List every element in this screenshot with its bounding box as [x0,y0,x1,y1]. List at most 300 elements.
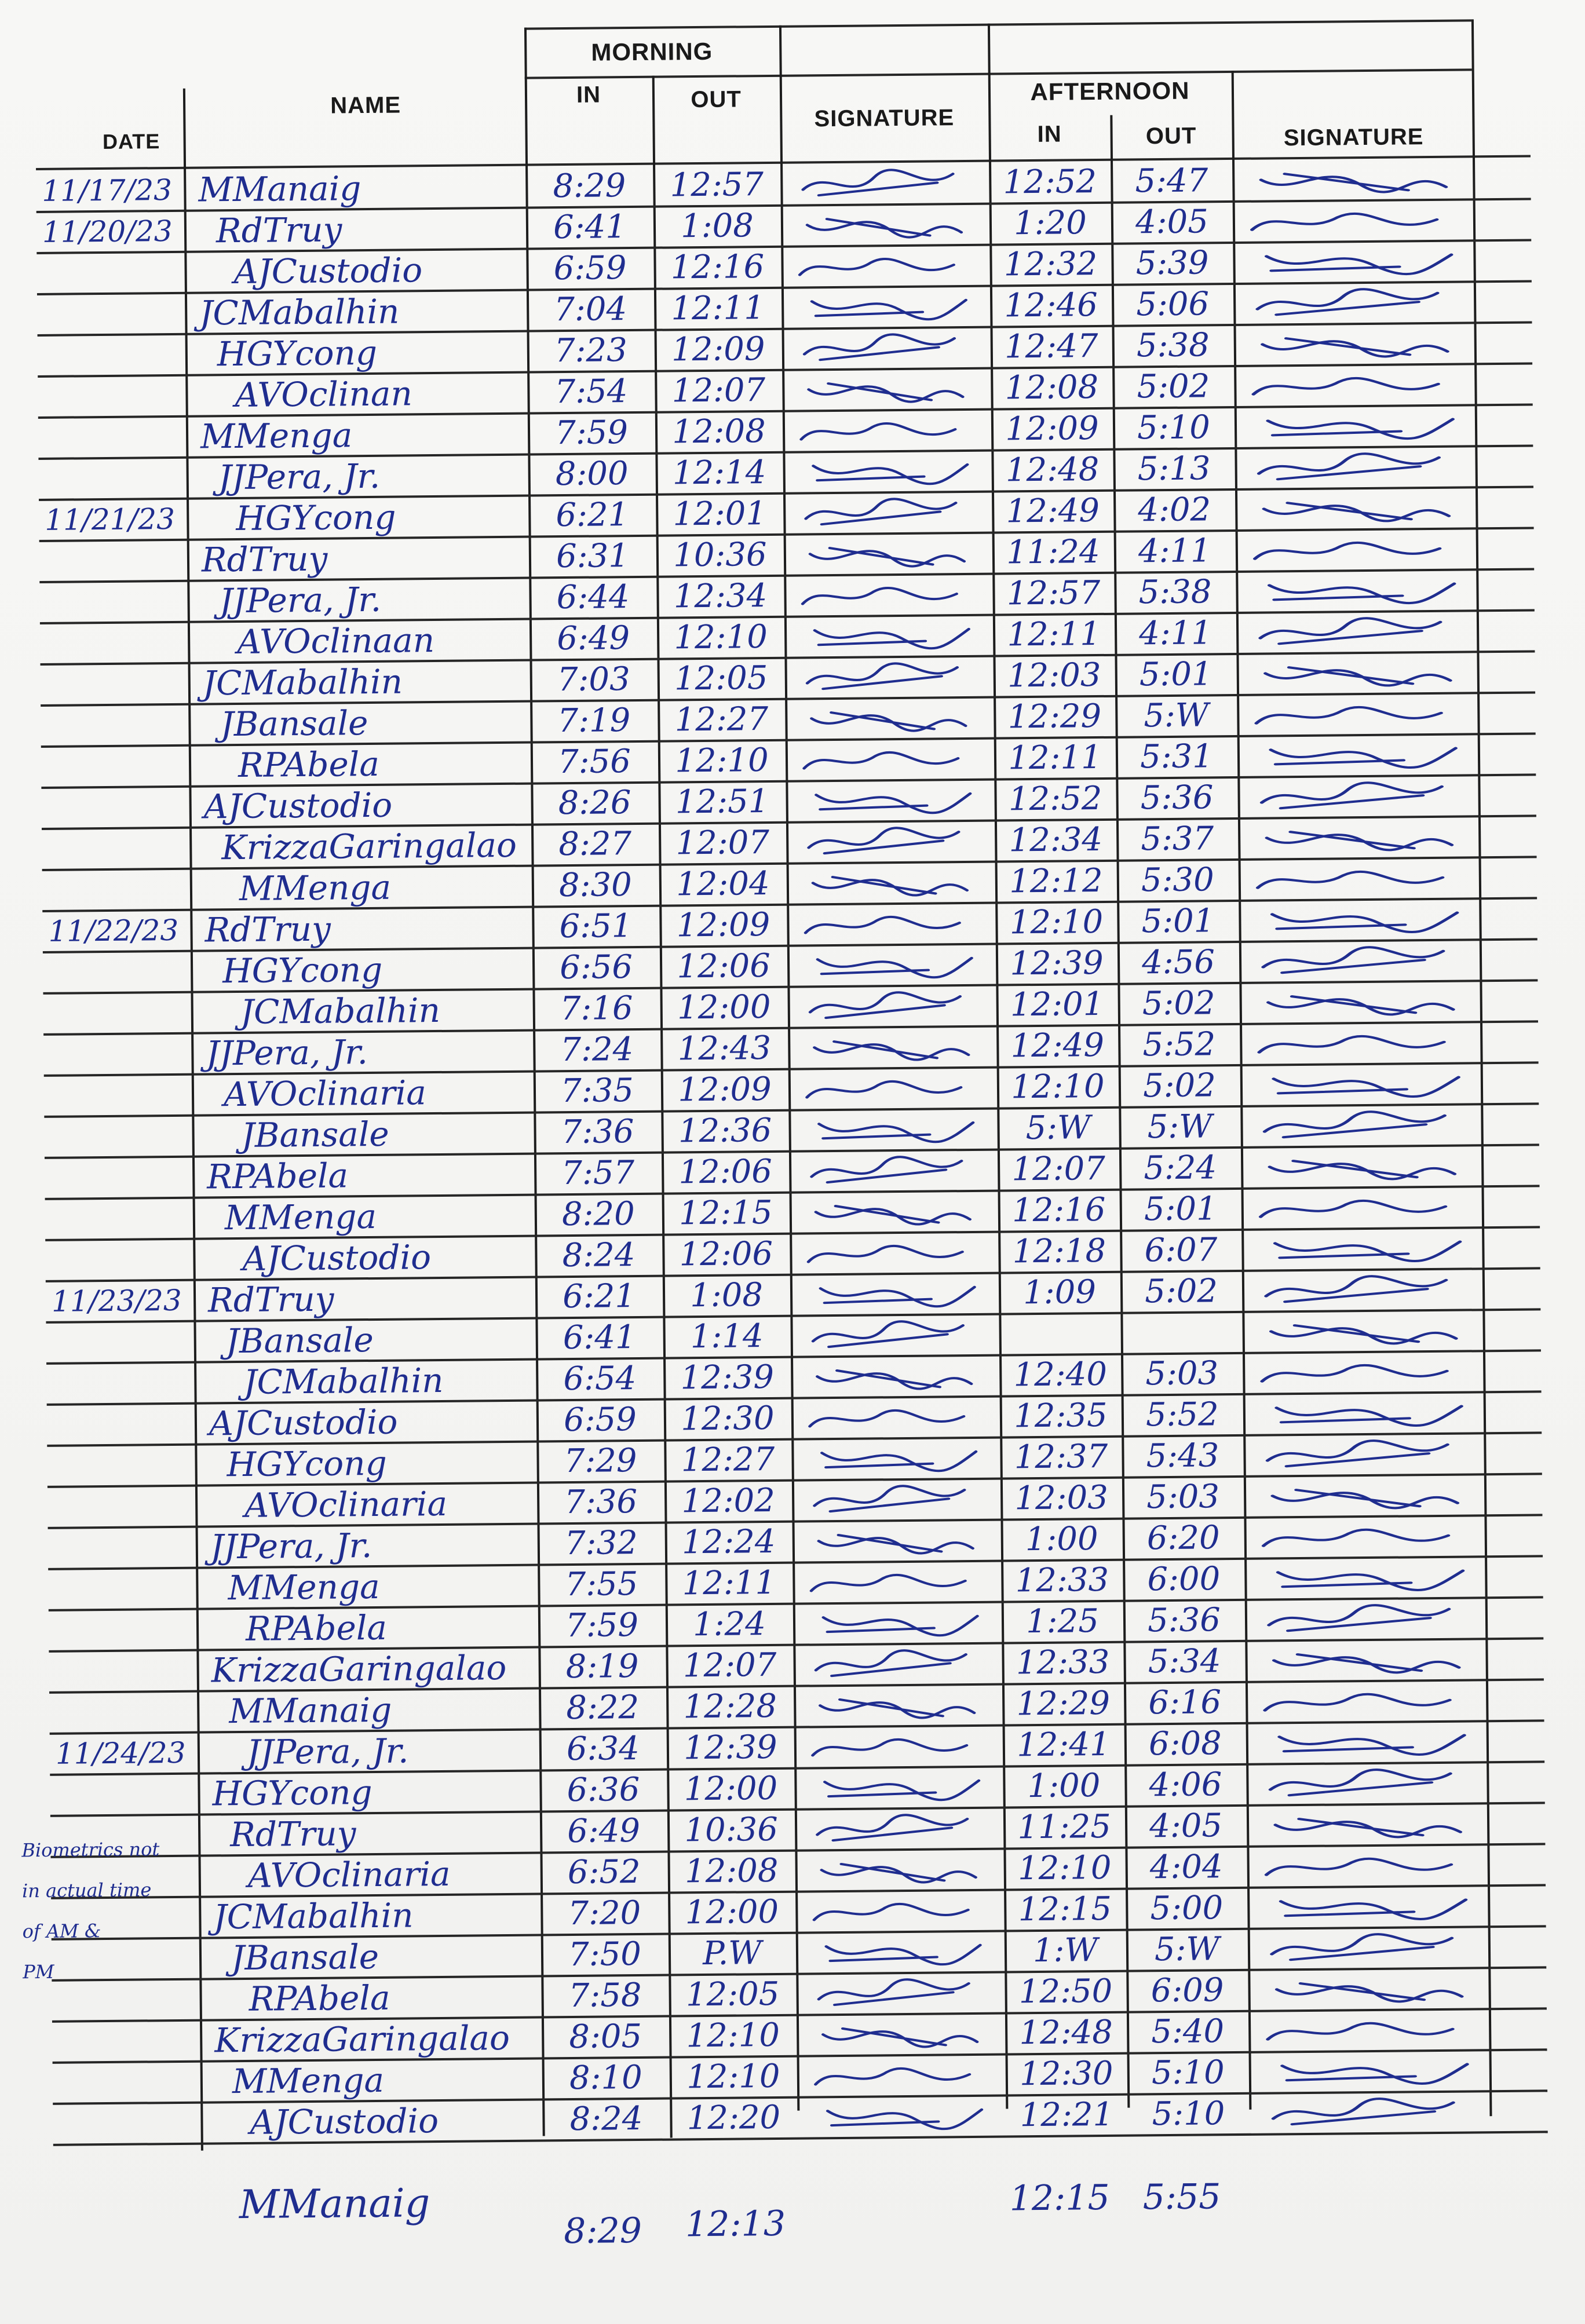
signature-morning [797,371,971,408]
row-in-afternoon: 12:07 [1011,1149,1106,1189]
row-out-morning: 12:24 [681,1522,776,1562]
row-name: AVOclinaria [244,1483,448,1525]
signature-morning [799,659,974,696]
row-in-afternoon: 12:16 [1011,1190,1106,1230]
row-date: 11/22/23 [48,913,179,948]
signature-morning [795,206,970,244]
signature-morning [812,2098,986,2136]
signature-morning [809,1769,983,1807]
row-in-afternoon: 12:12 [1009,861,1103,901]
row-date: 11/23/23 [51,1283,182,1318]
row-out-afternoon: 5:02 [1137,367,1210,406]
signature-afternoon [1254,942,1463,980]
row-name: MManaig [198,169,361,210]
row-out-afternoon: 5:01 [1139,655,1213,694]
row-in-morning: 6:34 [566,1730,640,1768]
row-out-afternoon: 5:24 [1144,1149,1217,1187]
signature-afternoon [1250,490,1459,528]
row-in-afternoon: 12:30 [1019,2054,1113,2093]
header-signature-morning: SIGNATURE [814,105,955,132]
signature-morning [810,1892,984,1930]
row-in-afternoon: 12:09 [1005,409,1100,448]
margin-note-2: in actual time [21,1879,152,1902]
header-date: DATE [102,129,160,154]
row-name: JCMabalhin [202,662,403,703]
row-in-morning: 7:56 [557,743,631,781]
row-in-morning: 8:24 [562,1236,636,1275]
row-out-afternoon: 5:52 [1142,1025,1216,1064]
row-out-afternoon: 4:11 [1138,532,1212,571]
row-out-morning: 12:11 [671,289,765,328]
row-out-morning: 12:14 [672,454,766,492]
signature-morning [809,1851,984,1889]
signature-afternoon [1263,2093,1473,2131]
row-in-afternoon: 12:21 [1020,2095,1114,2135]
signature-morning [803,1111,977,1149]
row-out-morning: 12:10 [675,741,769,780]
row-out-morning: 12:05 [674,659,768,698]
row-name: RdTruy [216,210,342,251]
row-in-afternoon: 12:11 [1007,615,1101,654]
header-morning: MORNING [591,37,713,66]
row-out-morning: 1:08 [689,1276,764,1315]
row-in-afternoon: 12:52 [1008,779,1102,818]
row-name: JCMabalhin [243,1360,444,1402]
row-out-afternoon: 5:40 [1151,2012,1225,2051]
row-date: 11/24/23 [55,1735,186,1771]
row-in-afternoon: 12:32 [1003,245,1098,284]
row-in-morning: 6:31 [556,537,630,576]
row-name: KrizzaGaringalao [214,2018,510,2060]
row-name: AJCustodio [233,250,423,292]
row-out-afternoon: 5:10 [1137,408,1211,447]
signature-afternoon [1255,1148,1465,1186]
row-out-afternoon: 5:36 [1140,779,1214,817]
signature-morning [810,1975,985,2012]
row-out-afternoon: 5:W [1147,1108,1213,1146]
signature-morning [807,1522,981,1560]
signature-morning [811,2016,985,2053]
signature-morning [809,1728,983,1766]
row-in-morning: 7:58 [568,1976,642,2015]
row-out-afternoon: 5:06 [1136,285,1210,324]
signature-morning [800,741,974,779]
row-in-morning: 7:35 [560,1072,634,1110]
row-out-afternoon: 5:00 [1150,1889,1224,1928]
row-name: JCMabalhin [199,291,400,333]
signature-morning [808,1605,982,1642]
row-out-morning: 12:08 [672,412,766,451]
row-out-morning: 12:30 [680,1399,775,1438]
signature-afternoon [1255,1107,1464,1145]
row-in-morning: 6:49 [567,1812,641,1851]
row-out-morning: 12:06 [678,1152,773,1192]
extra-entry-out-afternoon: 5:55 [1142,2176,1221,2218]
signature-afternoon [1249,408,1458,445]
row-name: JJPera, Jr. [218,456,381,498]
row-out-morning: 12:39 [683,1728,777,1767]
row-name: JBansale [241,1114,389,1155]
row-out-afternoon: 5:W [1144,696,1209,735]
extra-entry-in-morning: 8:29 [563,2210,642,2252]
row-out-afternoon: 6:07 [1144,1231,1218,1270]
row-in-morning: 7:32 [564,1524,638,1563]
row-name: JBansale [231,1936,379,1978]
header-in-afternoon: IN [1037,121,1062,147]
signature-afternoon [1250,531,1459,569]
row-in-afternoon: 12:03 [1007,656,1101,695]
row-out-morning: 12:07 [671,371,766,410]
row-in-afternoon: 12:37 [1014,1437,1108,1477]
row-in-afternoon: 12:33 [1016,1643,1110,1682]
signature-afternoon [1248,367,1458,404]
row-out-afternoon: 4:02 [1138,491,1211,529]
signature-afternoon [1261,1806,1470,1844]
row-name: MMenga [228,1566,380,1608]
signature-morning [805,1276,979,1313]
row-out-morning: 12:06 [679,1234,773,1274]
row-out-afternoon: 5:01 [1144,1190,1217,1229]
row-in-afternoon: 1:20 [1013,204,1087,243]
row-out-morning: 12:00 [685,1892,779,1932]
row-name: AVOclinaan [236,620,435,662]
signature-morning [795,165,969,203]
row-in-afternoon: 12:33 [1015,1561,1109,1600]
row-name: JBansale [220,703,368,744]
row-in-morning: 8:27 [558,825,632,864]
signature-afternoon [1259,1601,1469,1638]
signature-morning [808,1687,983,1724]
signature-morning [797,412,972,450]
signature-morning [804,1193,978,1231]
row-in-morning: 6:51 [559,907,633,946]
row-in-morning: 7:04 [554,290,627,329]
row-name: MMenga [224,1196,377,1238]
row-out-morning: 12:51 [675,782,769,821]
signature-afternoon [1261,1765,1470,1803]
row-out-morning: 12:09 [676,905,770,945]
signature-afternoon [1262,1970,1471,2008]
row-in-morning: 8:05 [569,2017,642,2056]
signature-afternoon [1251,655,1460,692]
row-in-afternoon: 12:29 [1007,697,1102,736]
row-in-afternoon: 12:10 [1017,1848,1112,1888]
row-in-morning: 6:56 [559,948,633,987]
row-out-morning: 12:20 [686,2098,781,2137]
row-out-afternoon: 5:36 [1147,1601,1221,1640]
row-name: MMenga [239,867,392,908]
row-in-afternoon: 5:W [1025,1109,1091,1148]
row-out-morning: 12:57 [670,166,764,204]
extra-entry-in-afternoon: 12:15 [1009,2177,1110,2219]
row-out-afternoon: 5:47 [1135,162,1208,200]
row-out-afternoon: 5:34 [1148,1642,1221,1681]
signature-afternoon [1260,1683,1469,1720]
row-in-afternoon: 12:41 [1016,1725,1111,1764]
row-name: JCMabalhin [240,990,441,1032]
signature-morning [806,1481,981,1519]
row-in-afternoon: 12:10 [1010,1067,1105,1106]
row-out-morning: 12:16 [670,248,765,287]
row-in-afternoon: 1:09 [1022,1273,1097,1312]
signature-afternoon [1257,1313,1466,1350]
row-in-morning: 6:41 [563,1318,636,1357]
extra-entry-name: MManaig [239,2180,430,2228]
row-in-afternoon: 12:01 [1010,985,1104,1024]
signature-afternoon [1256,1189,1465,1227]
row-out-afternoon: 4:56 [1141,943,1215,982]
row-in-morning: 7:54 [554,372,628,411]
header-in-morning: IN [576,82,601,108]
row-in-afternoon: 1:W [1032,1931,1098,1970]
row-name: AJCustodio [203,785,393,827]
row-in-afternoon: 12:18 [1012,1232,1106,1271]
row-in-morning: 6:41 [553,208,627,247]
row-name: KrizzaGaringalao [221,825,517,868]
row-out-afternoon: 5:52 [1145,1395,1219,1434]
row-out-morning: 12:27 [681,1440,775,1479]
signature-afternoon [1257,1271,1466,1309]
row-out-morning: 12:36 [678,1111,772,1150]
row-in-morning: 6:49 [557,619,630,658]
row-out-morning: 1:08 [680,207,754,246]
row-out-morning: 12:00 [684,1769,778,1808]
row-in-morning: 7:24 [560,1031,634,1069]
row-name: RdTruy [207,1279,334,1320]
row-out-afternoon: 5:38 [1138,573,1212,612]
signature-afternoon [1259,1559,1468,1597]
row-out-morning: 12:05 [685,1975,780,2014]
row-in-morning: 7:59 [565,1606,639,1645]
signature-afternoon [1258,1477,1467,1515]
signature-afternoon [1253,860,1462,898]
row-out-morning: 12:34 [673,577,768,616]
signature-afternoon [1248,284,1457,322]
row-out-afternoon: 5:02 [1142,1066,1217,1105]
signature-morning [802,988,976,1025]
signature-morning [801,864,976,902]
row-name: RPAbela [249,1978,390,2019]
row-name: RdTruy [201,539,328,580]
row-out-afternoon: 5:10 [1151,2053,1225,2092]
row-name: RdTruy [204,909,331,950]
row-out-afternoon: 5:38 [1136,326,1210,365]
row-in-afternoon: 1:00 [1027,1767,1101,1806]
row-out-afternoon: 5:W [1154,1930,1220,1969]
signature-afternoon [1255,1066,1464,1103]
row-out-morning: 10:36 [684,1810,779,1850]
row-name: HGYcong [227,1443,387,1485]
row-out-morning: 12:27 [674,700,769,739]
row-out-morning: 12:28 [683,1687,777,1726]
header-afternoon: AFTERNOON [1030,76,1190,106]
signature-afternoon [1263,2011,1472,2049]
row-out-morning: 12:04 [675,864,770,904]
row-name: JJPera, Jr. [210,1526,372,1567]
signature-morning [804,1234,978,1272]
margin-note-1: Biometrics not [21,1838,160,1862]
margin-note-3: of AM & [22,1920,101,1943]
row-out-afternoon: 6:20 [1146,1519,1220,1558]
row-date: 11/17/23 [42,173,173,208]
row-in-afternoon: 1:25 [1025,1602,1100,1641]
signature-morning [796,288,970,326]
attendance-table [21,19,1549,2252]
row-out-afternoon: 6:09 [1151,1971,1224,2010]
signature-afternoon [1250,572,1459,610]
row-out-morning: 12:02 [681,1481,776,1521]
row-out-afternoon: 5:03 [1146,1478,1220,1517]
row-name: RdTruy [229,1814,356,1855]
row-out-morning: 12:10 [686,2057,780,2096]
signature-afternoon [1252,737,1461,774]
row-in-morning: 7:19 [557,701,631,740]
row-in-morning: 8:30 [558,866,633,905]
signature-afternoon [1258,1436,1467,1474]
row-name: AJCustodio [242,1237,432,1278]
signature-morning [799,700,974,737]
row-name: KrizzaGaringalao [211,1648,507,1690]
row-in-afternoon: 12:35 [1013,1396,1108,1435]
row-name: JBansale [225,1320,374,1361]
signature-afternoon [1261,1847,1470,1884]
row-in-afternoon: 12:52 [1003,163,1097,202]
signature-afternoon [1254,984,1463,1021]
row-out-morning: 12:11 [682,1563,776,1603]
row-out-morning: 12:08 [684,1851,779,1891]
row-out-afternoon: 5:01 [1141,902,1215,941]
header-rule-sub [525,68,1472,79]
row-out-morning: 12:10 [674,618,768,657]
signature-morning [798,494,972,532]
row-out-afternoon: 5:03 [1145,1354,1219,1393]
header-out-afternoon: OUT [1145,123,1197,149]
row-out-morning: 12:06 [677,947,771,986]
row-out-afternoon: 5:13 [1137,450,1211,488]
row-out-morning: 12:43 [677,1029,772,1068]
row-out-morning: 12:10 [686,2016,780,2055]
signature-afternoon [1262,1929,1471,1967]
row-in-morning: 6:54 [563,1360,637,1398]
row-in-morning: 6:52 [567,1852,641,1892]
row-out-morning: 10:36 [673,536,767,575]
row-out-morning: 12:07 [682,1646,777,1685]
row-name: HGYcong [217,332,378,374]
row-out-morning: 12:07 [675,823,770,863]
signature-morning [801,905,976,943]
row-out-morning: 1:24 [692,1605,766,1644]
row-in-afternoon: 12:03 [1014,1478,1109,1518]
signature-morning [804,1152,978,1190]
row-out-afternoon: 5:10 [1152,2095,1225,2133]
signature-morning [812,2057,986,2095]
row-out-afternoon: 4:05 [1135,203,1209,242]
signature-afternoon [1251,696,1460,733]
row-in-morning: 7:59 [554,414,629,452]
signature-morning [808,1646,982,1683]
signature-afternoon [1252,819,1462,857]
row-in-morning: 6:21 [562,1277,636,1316]
row-in-morning: 6:36 [567,1771,640,1810]
signature-afternoon [1262,1888,1471,1925]
row-out-afternoon: 6:16 [1148,1683,1222,1722]
signature-morning [800,782,974,820]
signature-morning [798,535,973,573]
row-name: RPAbela [245,1607,388,1649]
row-in-afternoon: 12:08 [1005,368,1099,407]
header-name: NAME [330,92,401,119]
row-in-morning: 8:26 [558,784,631,823]
row-date: 11/21/23 [45,502,176,537]
row-in-afternoon: 12:11 [1008,738,1102,777]
signature-morning [805,1358,980,1395]
row-out-morning: 12:09 [677,1070,772,1109]
row-in-afternoon: 11:25 [1017,1807,1112,1847]
row-in-morning: 6:44 [556,578,630,617]
row-out-afternoon: 6:08 [1148,1724,1222,1763]
row-out-morning: 12:09 [671,330,765,369]
signature-morning [806,1399,980,1437]
row-out-afternoon: 4:11 [1138,614,1213,653]
row-in-afternoon: 12:50 [1018,1972,1113,2011]
signature-morning [810,1934,985,1971]
row-in-afternoon: 11:24 [1006,532,1100,572]
row-in-morning: 8:22 [566,1689,640,1727]
signature-morning [797,453,972,491]
signature-morning [802,947,976,984]
row-in-morning: 7:50 [568,1935,642,1974]
row-in-morning: 7:55 [565,1565,638,1604]
row-in-afternoon: 12:57 [1006,573,1101,613]
row-out-afternoon: 5:30 [1141,861,1215,900]
row-in-morning: 8:00 [555,455,629,494]
row-in-afternoon: 12:49 [1006,491,1100,531]
signature-afternoon [1258,1518,1467,1556]
row-in-afternoon: 12:29 [1016,1684,1111,1723]
signature-morning [806,1440,980,1478]
signature-afternoon [1247,161,1456,199]
row-in-afternoon: 12:40 [1013,1355,1108,1394]
row-in-morning: 8:29 [553,167,626,206]
row-name: MMenga [232,2060,385,2102]
signature-morning [795,247,970,285]
header-rule-top [524,19,1471,30]
signature-morning [797,330,971,367]
row-out-morning: 12:00 [677,988,771,1027]
signature-morning [809,1810,984,1848]
signature-morning [799,617,973,655]
row-in-afternoon: 12:15 [1018,1890,1112,1929]
row-in-morning: 6:59 [563,1401,637,1439]
row-in-afternoon: 12:49 [1010,1026,1105,1065]
row-in-morning: 8:20 [561,1195,636,1234]
row-out-afternoon: 6:00 [1147,1560,1221,1599]
signature-afternoon [1249,449,1458,487]
header-signature-afternoon: SIGNATURE [1283,124,1424,151]
row-name: MMenga [200,415,353,456]
row-in-morning: 7:29 [564,1442,637,1481]
row-name: JCMabalhin [213,1895,414,1937]
signature-morning [805,1317,979,1354]
row-out-afternoon: 5:31 [1140,737,1214,776]
signature-afternoon [1263,2052,1473,2090]
row-out-afternoon: 5:02 [1142,984,1215,1023]
row-in-morning: 7:16 [560,989,633,1028]
signature-afternoon [1256,1230,1465,1268]
signature-morning [803,1070,977,1108]
margin-note-4: PM [23,1960,54,1983]
signature-afternoon [1247,243,1456,281]
